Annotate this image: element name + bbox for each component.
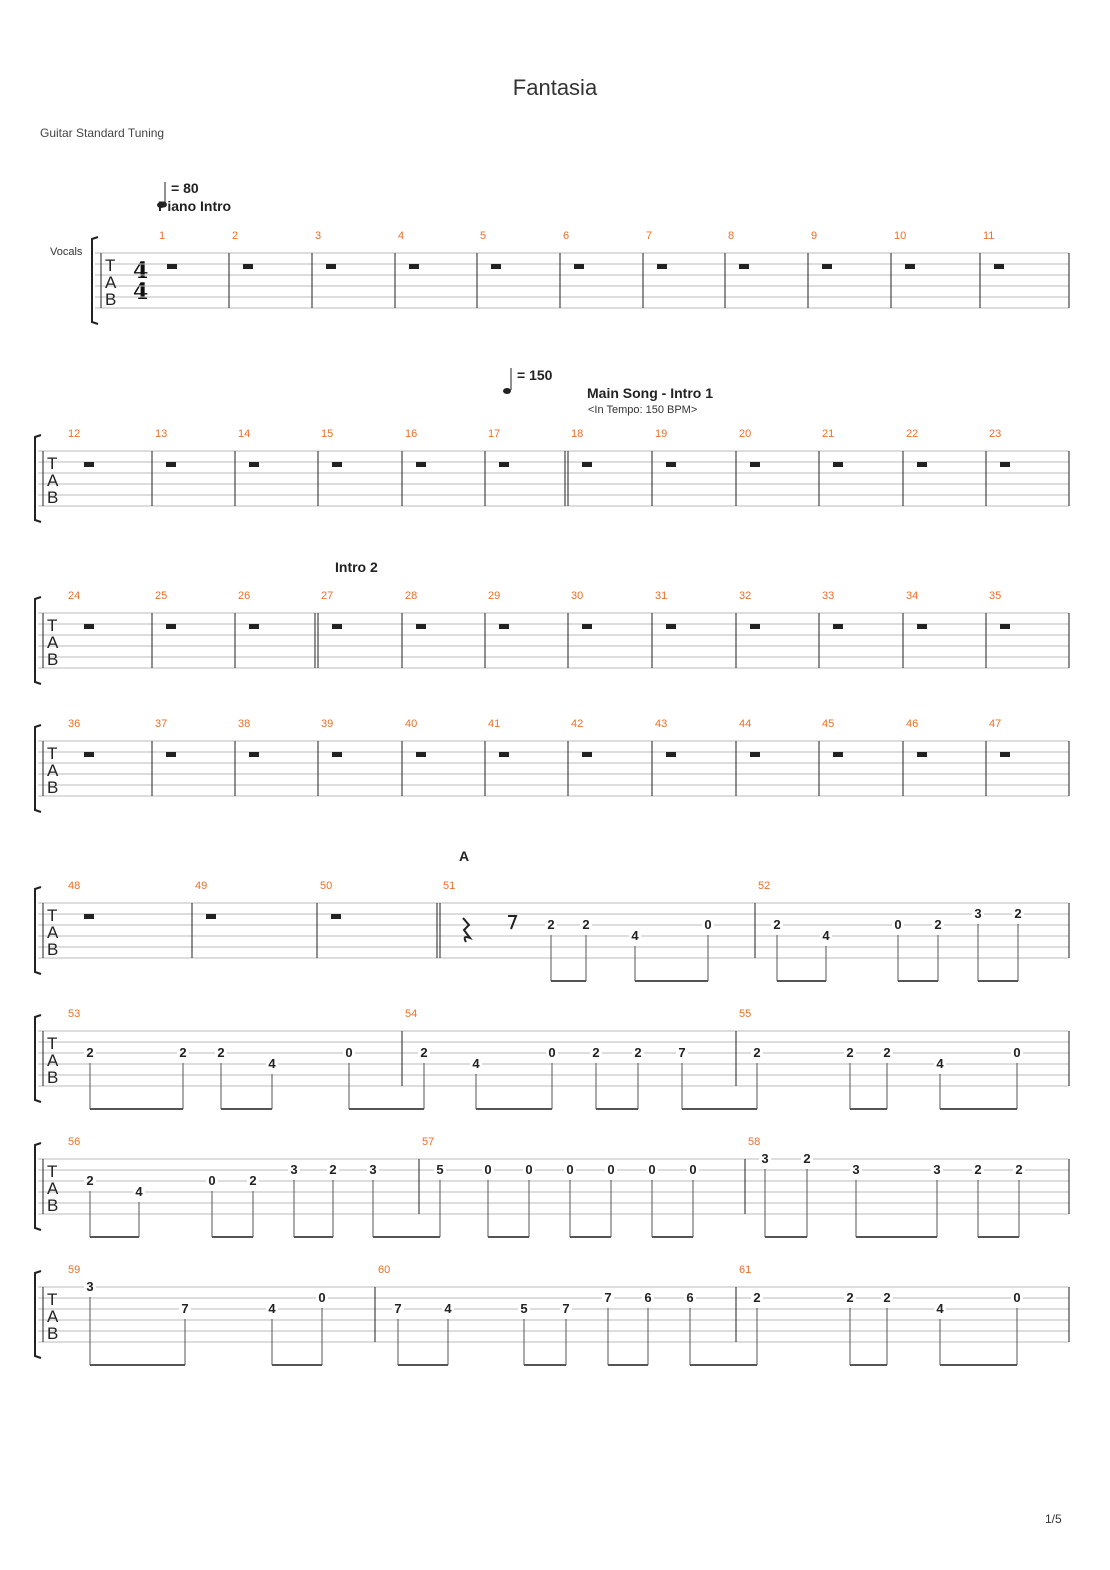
whole-rest [499,752,509,757]
whole-rest [206,914,216,919]
bar-number: 22 [906,428,919,440]
whole-rest [917,752,927,757]
whole-rest [582,624,592,629]
system-bracket [92,237,98,324]
bar-number: 30 [571,590,584,602]
fret-number: 2 [547,917,555,932]
tab-letter: B [47,488,59,507]
bar-number: 40 [405,718,418,730]
bar-number: 7 [646,230,653,242]
fret-number: 5 [520,1301,528,1316]
whole-rest [84,752,94,757]
system-bracket [35,1143,41,1230]
fret-number: 0 [566,1162,574,1177]
whole-rest [167,264,177,269]
fret-number: 2 [179,1045,187,1060]
fret-number: 3 [933,1162,941,1177]
bar-number: 59 [68,1264,81,1276]
whole-rest [905,264,915,269]
whole-rest [326,264,336,269]
whole-rest [750,752,760,757]
fret-number: 2 [753,1290,761,1305]
fret-number: 3 [761,1151,769,1166]
fret-number: 3 [852,1162,860,1177]
bar-number: 42 [571,718,584,730]
fret-number: 2 [86,1045,94,1060]
bar-number: 32 [739,590,752,602]
tab-letter: T [47,1034,58,1053]
whole-rest [994,264,1004,269]
tab-system [35,718,1069,812]
fret-number: 2 [773,917,781,932]
fret-number: 0 [689,1162,697,1177]
fret-number: 2 [329,1162,337,1177]
time-signature-bottom: 4 [133,279,149,305]
bar-number: 16 [405,428,418,440]
bar-number: 1 [159,230,166,242]
tab-system [35,1264,1069,1365]
tab-system [92,230,1069,324]
fret-number: 2 [592,1045,600,1060]
whole-rest [666,462,676,467]
section-intro-2: Intro 2 [335,559,378,575]
bar-number: 56 [68,1136,81,1148]
fret-number: 0 [345,1045,353,1060]
tab-letter: B [47,940,59,959]
bar-number: 58 [748,1136,761,1148]
in-tempo-text: <In Tempo: 150 BPM> [588,404,698,416]
eighth-rest [508,916,516,929]
whole-rest [917,462,927,467]
bar-number: 57 [422,1136,435,1148]
whole-rest [166,624,176,629]
bar-number: 49 [195,880,208,892]
section-a: A [459,848,470,864]
whole-rest [739,264,749,269]
whole-rest [833,624,843,629]
bar-number: 52 [758,880,771,892]
bar-number: 51 [443,880,456,892]
whole-rest [1000,752,1010,757]
whole-rest [331,914,341,919]
bar-number: 12 [68,428,81,440]
fret-number: 2 [883,1290,891,1305]
bar-number: 18 [571,428,584,440]
whole-rest [582,752,592,757]
bar-number: 14 [238,428,251,440]
bar-number: 46 [906,718,919,730]
section-piano-intro: Piano Intro [158,198,232,214]
tab-letter: T [47,454,58,473]
fret-number: 2 [1015,1162,1023,1177]
fret-number: 2 [883,1045,891,1060]
tab-letter: T [47,1290,58,1309]
whole-rest [84,624,94,629]
tab-letter: B [47,1324,59,1343]
fret-number: 2 [846,1290,854,1305]
score-title: Fantasia [512,75,598,100]
tempo-80-label: = 80 [171,180,199,196]
bar-number: 4 [398,230,405,242]
bar-number: 53 [68,1008,81,1020]
fret-number: 4 [631,928,639,943]
bar-number: 54 [405,1008,418,1020]
bar-number: 60 [378,1264,391,1276]
bar-number: 5 [480,230,487,242]
fret-number: 2 [86,1173,94,1188]
fret-number: 4 [936,1056,944,1071]
bar-number: 10 [894,230,907,242]
bar-number: 25 [155,590,168,602]
instrument-label: Vocals [50,246,83,258]
tempo-marker-150 [503,367,553,394]
fret-number: 2 [934,917,942,932]
fret-number: 0 [548,1045,556,1060]
fret-number: 2 [420,1045,428,1060]
system-bracket [35,597,41,684]
fret-number: 6 [686,1290,694,1305]
bar-number: 39 [321,718,334,730]
fret-number: 3 [290,1162,298,1177]
tab-letter: B [47,1196,59,1215]
whole-rest [332,462,342,467]
tab-letter: T [47,1162,58,1181]
bar-number: 28 [405,590,418,602]
bar-number: 34 [906,590,919,602]
whole-rest [833,752,843,757]
bar-number: 15 [321,428,334,440]
bar-number: 17 [488,428,501,440]
bar-number: 38 [238,718,251,730]
tab-system [35,428,1069,522]
whole-rest [409,264,419,269]
bar-number: 44 [739,718,752,730]
fret-number: 2 [582,917,590,932]
bar-number: 31 [655,590,668,602]
bar-number: 27 [321,590,334,602]
fret-number: 0 [525,1162,533,1177]
whole-rest [166,462,176,467]
bar-number: 47 [989,718,1002,730]
bar-number: 61 [739,1264,752,1276]
bar-number: 23 [989,428,1002,440]
fret-number: 2 [846,1045,854,1060]
fret-number: 4 [268,1301,276,1316]
tab-letter: A [47,471,59,490]
fret-number: 0 [1013,1045,1021,1060]
page-number: 1/5 [1045,1512,1062,1526]
whole-rest [491,264,501,269]
time-signature-top: 4 [133,258,149,284]
bar-number: 55 [739,1008,752,1020]
tab-letter: T [47,744,58,763]
tab-letter: B [47,778,59,797]
whole-rest [249,624,259,629]
tab-letter: A [47,1179,59,1198]
tab-letter: B [105,290,117,309]
whole-rest [1000,624,1010,629]
whole-rest [574,264,584,269]
fret-number: 0 [484,1162,492,1177]
fret-number: 7 [678,1045,686,1060]
fret-number: 0 [704,917,712,932]
bar-number: 24 [68,590,81,602]
bar-number: 36 [68,718,81,730]
whole-rest [332,752,342,757]
whole-rest [750,462,760,467]
tab-letter: B [47,1068,59,1087]
fret-number: 2 [217,1045,225,1060]
whole-rest [1000,462,1010,467]
system-bracket [35,435,41,522]
fret-number: 0 [894,917,902,932]
bar-number: 33 [822,590,835,602]
tab-letter: T [47,906,58,925]
tab-letter: B [47,650,59,669]
fret-number: 4 [135,1184,143,1199]
fret-number: 0 [607,1162,615,1177]
fret-number: 0 [1013,1290,1021,1305]
fret-number: 0 [208,1173,216,1188]
fret-number: 3 [369,1162,377,1177]
fret-number: 6 [644,1290,652,1305]
whole-rest [416,752,426,757]
bar-number: 13 [155,428,168,440]
whole-rest [666,624,676,629]
section-main-song: Main Song - Intro 1 [587,385,713,401]
bar-number: 41 [488,718,501,730]
fret-number: 4 [822,928,830,943]
bar-number: 48 [68,880,81,892]
bar-number: 45 [822,718,835,730]
whole-rest [666,752,676,757]
tab-letter: A [47,633,59,652]
bar-number: 11 [983,230,995,242]
bar-number: 2 [232,230,239,242]
fret-number: 0 [318,1290,326,1305]
bar-number: 37 [155,718,168,730]
bar-number: 29 [488,590,501,602]
tuning-label: Guitar Standard Tuning [40,126,165,140]
system-bracket [35,1015,41,1102]
bar-number: 21 [822,428,835,440]
fret-number: 7 [394,1301,402,1316]
tab-letter: A [47,923,59,942]
whole-rest [166,752,176,757]
whole-rest [249,752,259,757]
system-bracket [35,1271,41,1358]
fret-number: 4 [444,1301,452,1316]
fret-number: 7 [604,1290,612,1305]
whole-rest [499,624,509,629]
fret-number: 2 [753,1045,761,1060]
whole-rest [332,624,342,629]
tab-letter: A [47,761,59,780]
tab-system [35,1008,1069,1109]
fret-number: 7 [181,1301,189,1316]
bar-number: 3 [315,230,322,242]
system-bracket [35,725,41,812]
fret-number: 2 [634,1045,642,1060]
bar-number: 50 [320,880,333,892]
whole-rest [416,462,426,467]
bar-number: 8 [728,230,735,242]
tab-letter: T [105,256,116,275]
fret-number: 4 [268,1056,276,1071]
fret-number: 3 [86,1279,94,1294]
fret-number: 2 [249,1173,257,1188]
tab-system [35,1136,1069,1237]
fret-number: 5 [436,1162,444,1177]
tab-letter: T [47,616,58,635]
whole-rest [84,914,94,919]
bar-number: 43 [655,718,668,730]
fret-number: 2 [803,1151,811,1166]
tempo-150-label: = 150 [517,367,553,383]
tab-system [35,880,1069,981]
whole-rest [499,462,509,467]
whole-rest [416,624,426,629]
fret-number: 0 [648,1162,656,1177]
fret-number: 3 [974,906,982,921]
fret-number: 4 [936,1301,944,1316]
bar-number: 20 [739,428,752,440]
whole-rest [243,264,253,269]
bar-number: 9 [811,230,818,242]
whole-rest [917,624,927,629]
tab-letter: A [105,273,117,292]
tab-system [35,590,1069,684]
tab-letter: A [47,1051,59,1070]
bar-number: 26 [238,590,251,602]
tab-letter: A [47,1307,59,1326]
bar-number: 19 [655,428,668,440]
whole-rest [657,264,667,269]
whole-rest [582,462,592,467]
system-bracket [35,887,41,974]
bar-number: 35 [989,590,1002,602]
fret-number: 2 [974,1162,982,1177]
fret-number: 7 [562,1301,570,1316]
whole-rest [750,624,760,629]
fret-number: 2 [1014,906,1022,921]
bar-number: 6 [563,230,570,242]
fret-number: 4 [472,1056,480,1071]
whole-rest [249,462,259,467]
quarter-rest [463,918,470,942]
whole-rest [84,462,94,467]
whole-rest [822,264,832,269]
whole-rest [833,462,843,467]
